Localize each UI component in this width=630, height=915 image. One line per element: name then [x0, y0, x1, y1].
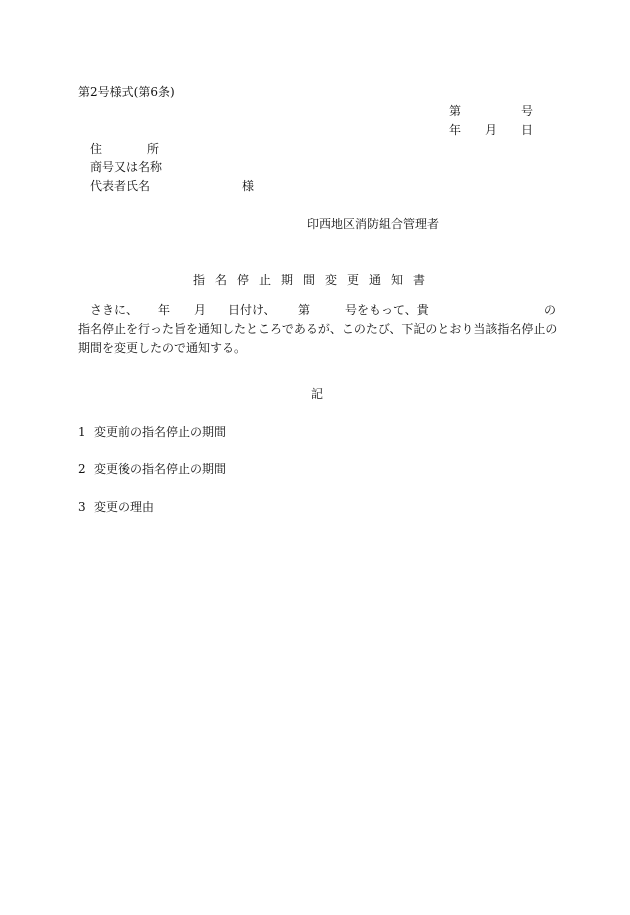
date-day-label: 日: [521, 123, 534, 137]
company-name-label: 商号又は名称: [90, 160, 163, 174]
form-id: 第2号様式(第6条): [78, 85, 175, 99]
item-text: 変更の理由: [94, 500, 155, 514]
date-month-label: 月: [485, 123, 498, 137]
body-part-year: 年: [158, 303, 171, 317]
document-title: 指名停止期間変更通知書: [193, 273, 436, 287]
representative-label: 代表者氏名: [90, 179, 151, 193]
honorific: 様: [242, 179, 255, 193]
item-number: 3: [78, 500, 86, 514]
body-paragraph: [78, 301, 556, 358]
item-number: 2: [78, 462, 86, 476]
ki-heading: 記: [311, 387, 324, 401]
notice-number-suffix: 号: [521, 104, 534, 118]
body-part-end: の: [544, 303, 557, 317]
body-line-3: 期間を変更したので通知する。: [78, 341, 247, 355]
body-part-month: 月: [194, 303, 207, 317]
address-label-char2: 所: [147, 142, 160, 156]
item-text: 変更後の指名停止の期間: [94, 462, 227, 476]
body-part-1: さきに、: [90, 303, 139, 317]
item-text: 変更前の指名停止の期間: [94, 425, 227, 439]
notice-number-prefix: 第: [449, 104, 462, 118]
body-line-1: [78, 301, 556, 320]
item-number: 1: [78, 425, 86, 439]
body-line-2: 指名停止を行った旨を通知したところであるが、このたび、下記のとおり当該指名停止の: [78, 322, 558, 336]
address-label-char1: 住: [90, 142, 103, 156]
issuer-name: 印西地区消防組合管理者: [307, 217, 440, 231]
body-part-no-suffix: 号をもって、貴: [345, 303, 429, 317]
body-part-no-prefix: 第: [298, 303, 311, 317]
date-year-label: 年: [449, 123, 462, 137]
body-part-day: 日付け、: [228, 303, 276, 317]
